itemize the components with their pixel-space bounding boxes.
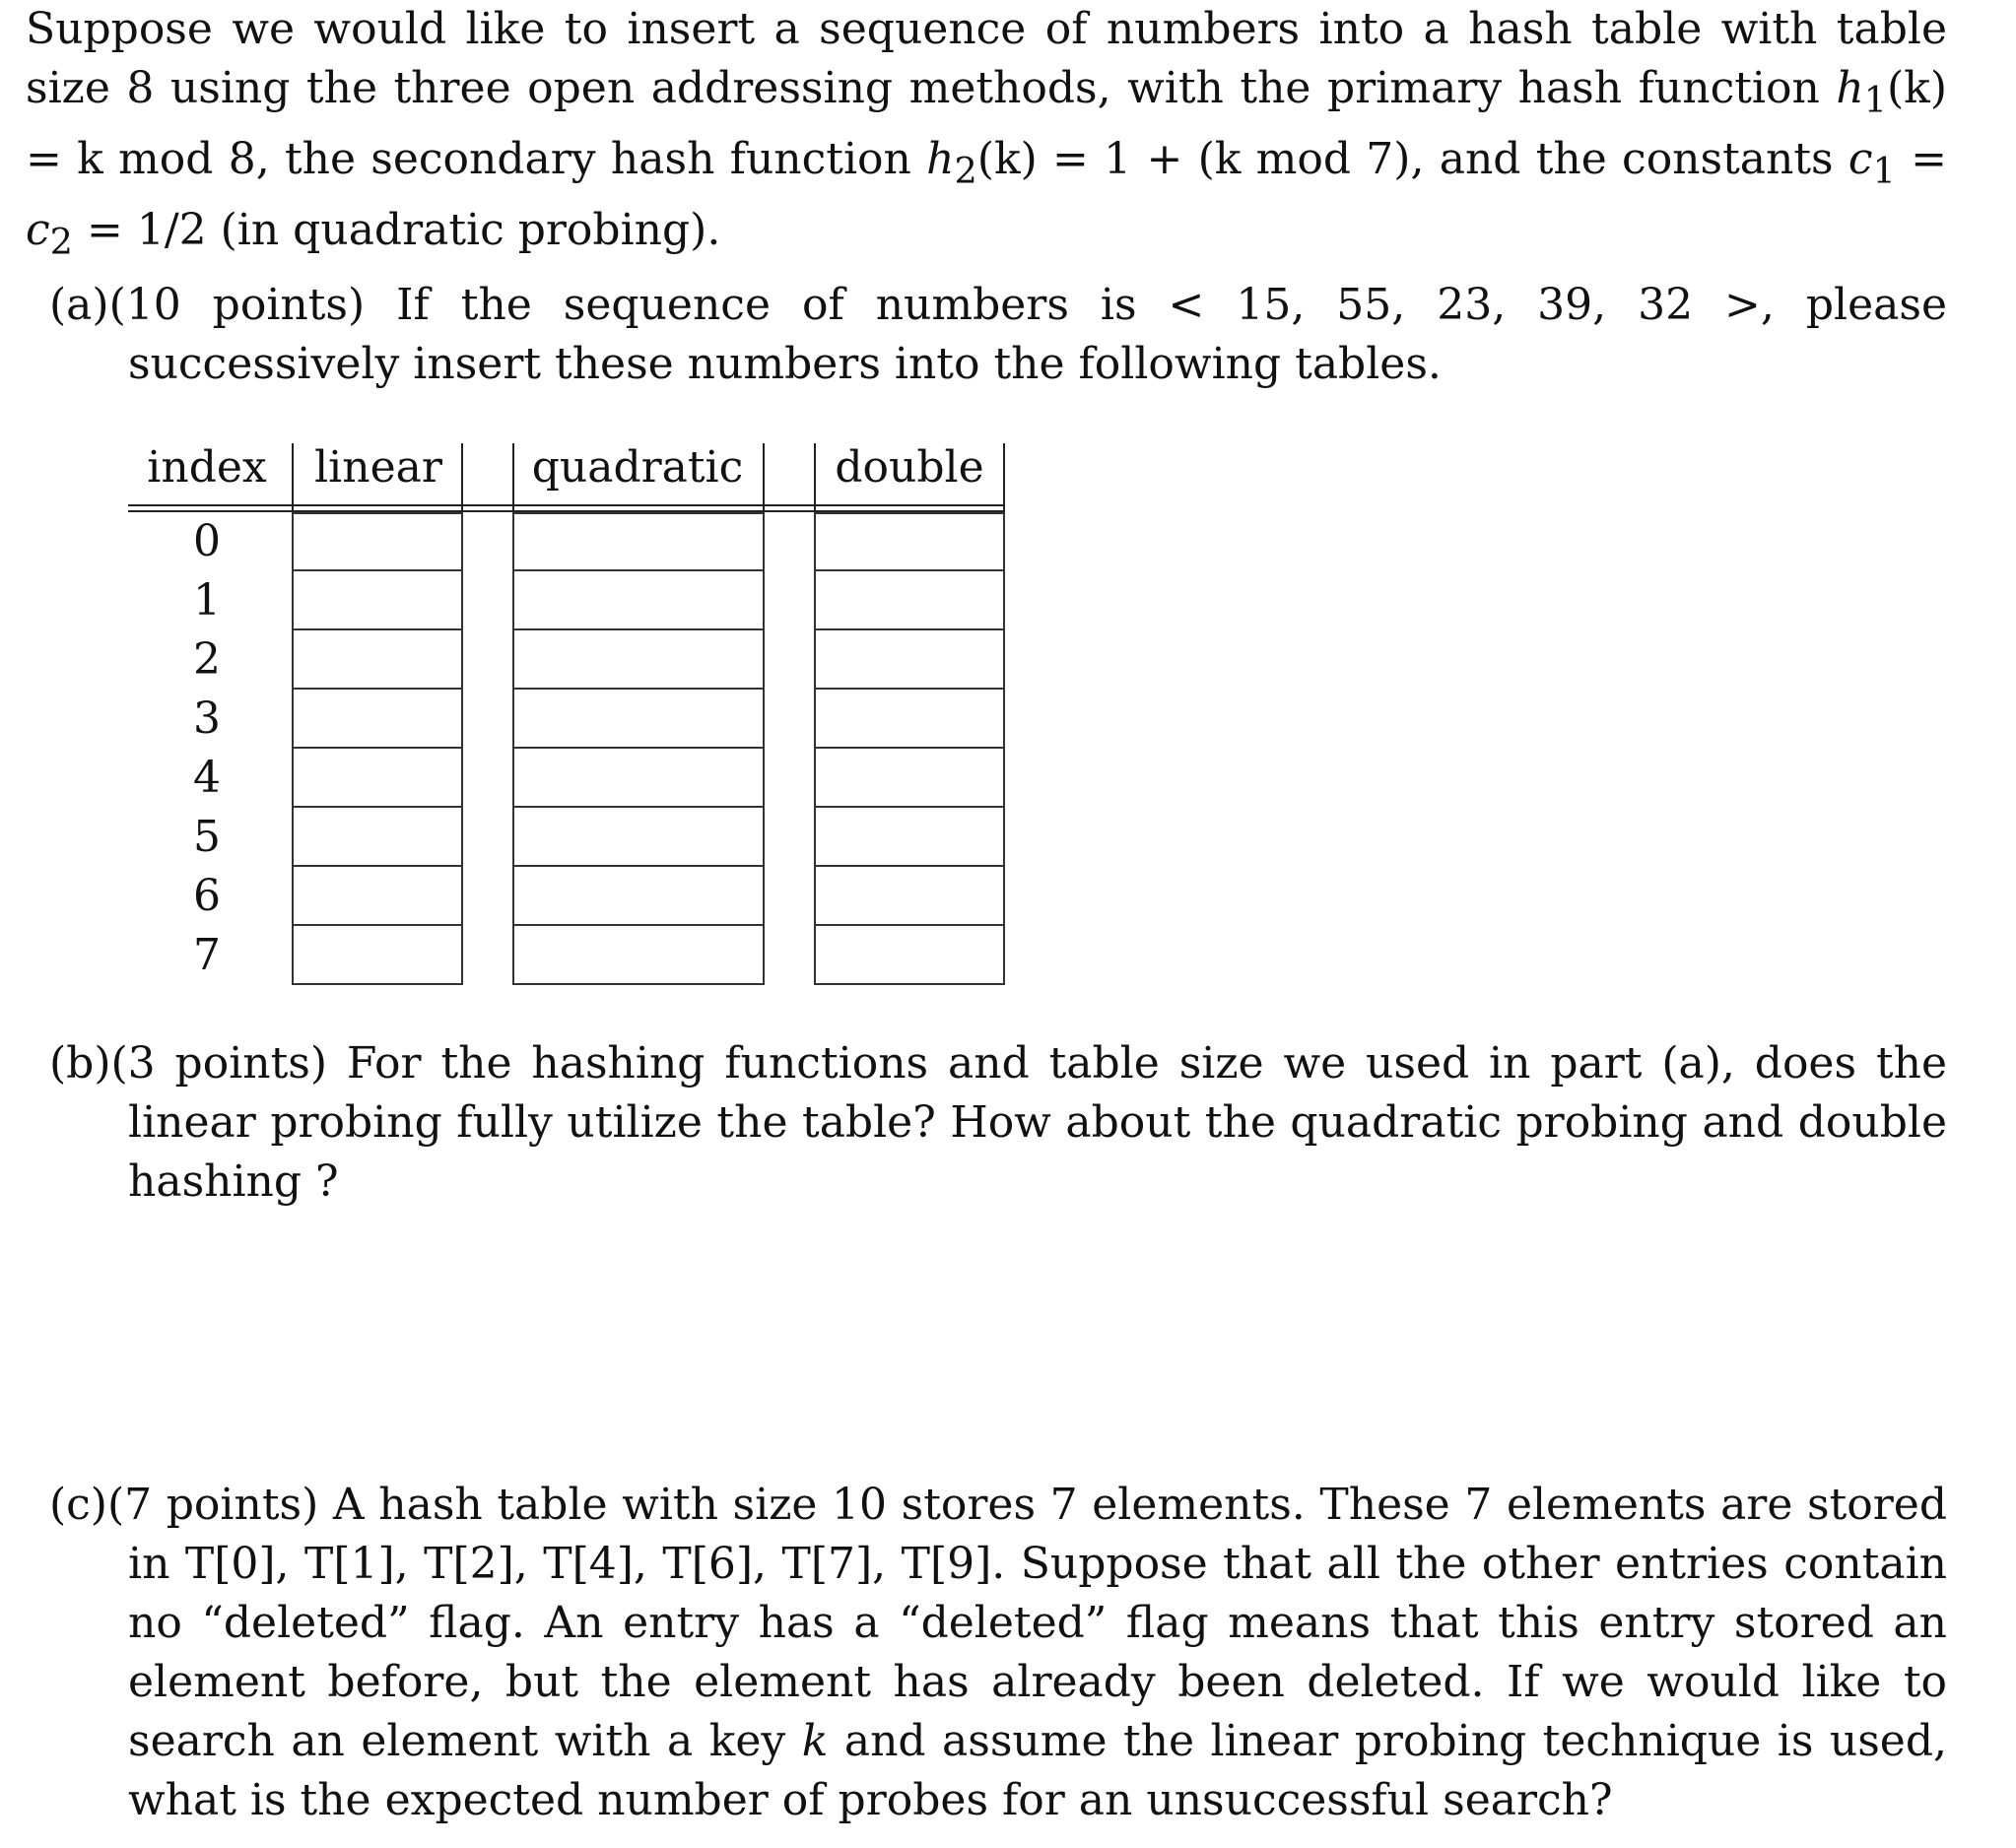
linear-cell[interactable] bbox=[292, 808, 463, 867]
header-linear: linear bbox=[314, 442, 442, 493]
header-double: double bbox=[835, 442, 984, 493]
header-divider bbox=[461, 443, 463, 512]
header-divider bbox=[1003, 443, 1005, 512]
index-cell: 1 bbox=[193, 575, 221, 626]
index-cell: 3 bbox=[193, 693, 221, 744]
c2-subscript: 2 bbox=[49, 220, 73, 263]
key-symbol: k bbox=[801, 1716, 829, 1766]
double-cell[interactable] bbox=[814, 690, 1005, 749]
intro-text-3: and the constants bbox=[1424, 133, 1848, 184]
linear-column bbox=[292, 512, 463, 985]
h2-symbol: h bbox=[926, 133, 955, 184]
double-cell[interactable] bbox=[814, 867, 1005, 926]
intro-text-1: Suppose we would like to insert a sequence of numbers into a hash table with table size 8 using the three open addressing methods, with the primary hash function bbox=[26, 4, 1947, 113]
linear-cell[interactable] bbox=[292, 867, 463, 926]
equals-sign: = bbox=[1895, 133, 1948, 184]
linear-cell[interactable] bbox=[292, 926, 463, 985]
c1-symbol: c bbox=[1848, 133, 1873, 184]
quadratic-cell[interactable] bbox=[512, 808, 765, 867]
double-cell[interactable] bbox=[814, 571, 1005, 630]
quadratic-cell[interactable] bbox=[512, 749, 765, 808]
hash-table bbox=[128, 433, 1015, 1005]
index-cell: 0 bbox=[193, 516, 221, 566]
index-column bbox=[128, 512, 286, 985]
part-b-question: (b)(3 points) For the hashing functions and table size we used in part (a), does the linear probing fully utilize the table? How about the quadratic probing and double hashing ? bbox=[49, 1038, 1947, 1207]
h1-subscript: 1 bbox=[1863, 78, 1887, 121]
c2-symbol: c bbox=[26, 204, 50, 255]
quadratic-cell[interactable] bbox=[512, 630, 765, 690]
quadratic-cell[interactable] bbox=[512, 512, 765, 571]
linear-cell[interactable] bbox=[292, 630, 463, 690]
double-column bbox=[814, 512, 1005, 985]
linear-cell[interactable] bbox=[292, 690, 463, 749]
index-cell: 7 bbox=[193, 930, 221, 980]
h2-definition: (k) = 1 + (k mod 7), bbox=[976, 133, 1425, 184]
double-cell[interactable] bbox=[814, 926, 1005, 985]
intro-text-2: the secondary hash function bbox=[269, 133, 927, 184]
part-c-text-1: (c)(7 points) A hash table with size 10 stores 7 elements. These 7 elements are stored in T[0], T[1], T[2], T[4], T[6], T[7], T[9]. Suppose that all the other entries contain no “deleted” flag. An entry has a “deleted” flag means that this entry stored an element before, but the element has already been deleted. If we would like to search an element with a key bbox=[49, 1480, 1947, 1766]
h1-definition: (k) = k mod 8, bbox=[26, 63, 1947, 184]
quadratic-cell[interactable] bbox=[512, 926, 765, 985]
double-cell[interactable] bbox=[814, 808, 1005, 867]
quadratic-cell[interactable] bbox=[512, 690, 765, 749]
quadratic-column bbox=[512, 512, 765, 985]
h2-subscript: 2 bbox=[954, 149, 977, 192]
index-cell: 4 bbox=[193, 753, 221, 803]
double-cell[interactable] bbox=[814, 512, 1005, 571]
quadratic-cell[interactable] bbox=[512, 571, 765, 630]
intro-paragraph bbox=[26, 0, 1947, 271]
double-cell[interactable] bbox=[814, 749, 1005, 808]
linear-cell[interactable] bbox=[292, 571, 463, 630]
index-cell: 5 bbox=[193, 812, 221, 862]
index-cell: 2 bbox=[193, 634, 221, 685]
intro-text-4: = 1/2 (in quadratic probing). bbox=[72, 204, 721, 255]
index-cell: 6 bbox=[193, 871, 221, 921]
linear-cell[interactable] bbox=[292, 512, 463, 571]
h1-symbol: h bbox=[1836, 63, 1864, 113]
header-quadratic: quadratic bbox=[531, 442, 744, 493]
header-rule-top bbox=[128, 504, 1005, 506]
linear-cell[interactable] bbox=[292, 749, 463, 808]
c1-subscript: 1 bbox=[1872, 149, 1896, 192]
part-a-question: (a)(10 points) If the sequence of numbers is < 15, 55, 23, 39, 32 >, please successively insert these numbers into the following tables. bbox=[49, 280, 1947, 389]
header-index: index bbox=[147, 442, 267, 493]
part-c-text-2: and assume the linear probing technique is used, what is the expected number of probes for an unsuccessful search? bbox=[128, 1716, 1947, 1825]
header-divider bbox=[763, 443, 765, 512]
part-c-question bbox=[49, 1476, 1947, 1830]
double-cell[interactable] bbox=[814, 630, 1005, 690]
quadratic-cell[interactable] bbox=[512, 867, 765, 926]
